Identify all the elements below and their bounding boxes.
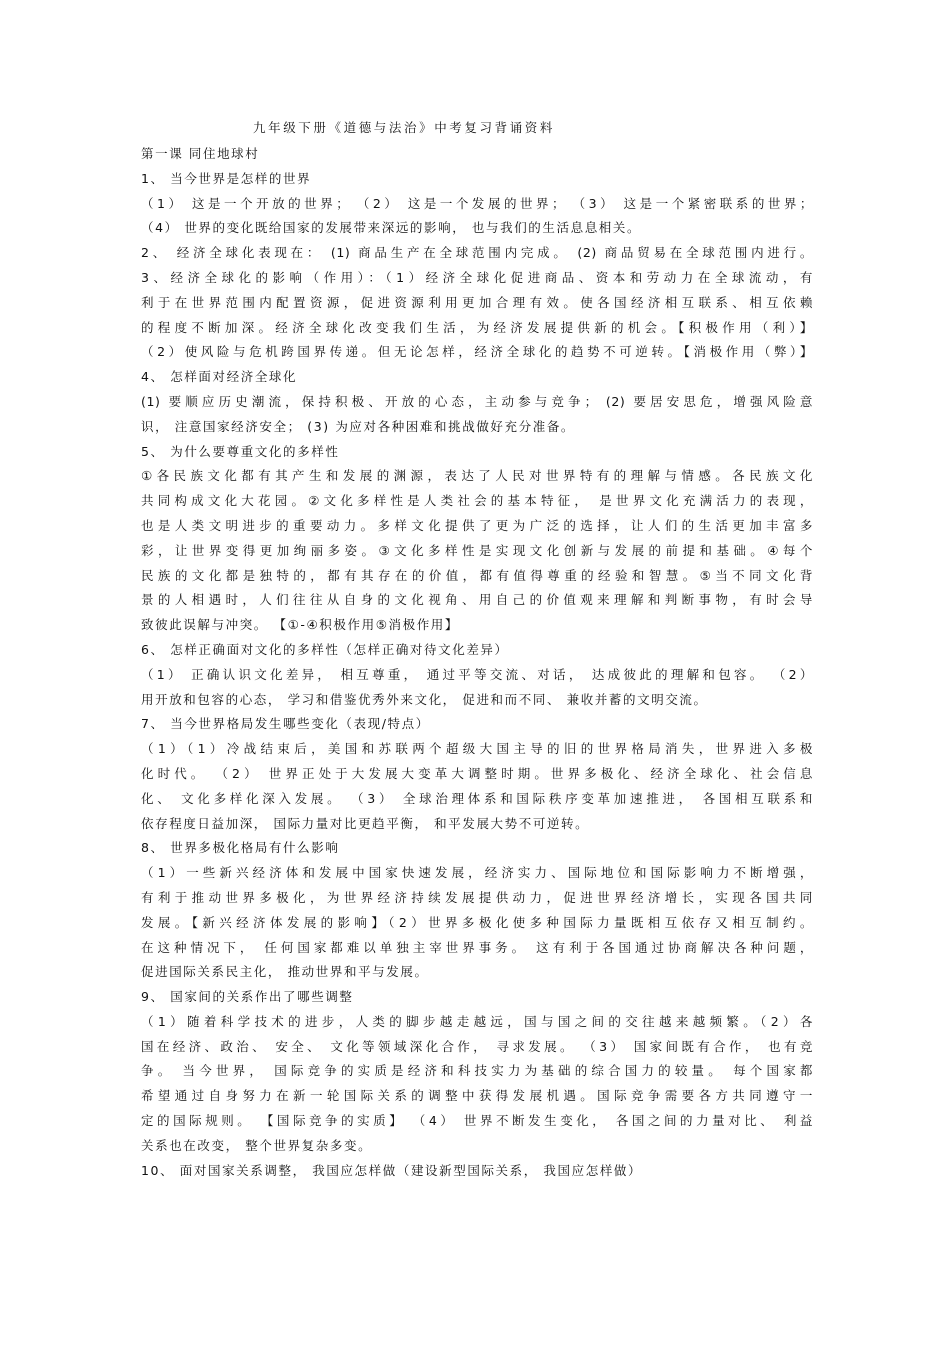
text-line: 希望通过自身努力在新一轮国际关系的调整中获得发展机遇。国际竞争需要各方共同遵守一 — [141, 1088, 813, 1104]
text-line: ①各民族文化都有其产生和发展的渊源，表达了人民对世界特有的理解与情感。各民族文化 — [141, 468, 813, 484]
text-line: （1）（1）冷战结束后，美国和苏联两个超级大国主导的旧的世界格局消失，世界进入多极 — [141, 741, 813, 757]
text-line: 4、 怎样面对经济全球化 — [141, 369, 298, 385]
text-line: 10、 面对国家关系调整， 我国应怎样做（建设新型国际关系， 我国应怎样做） — [141, 1162, 643, 1178]
text-line: 争。 当今世界， 国际竞争的实质是经济和科技实力为基础的综合国力的较量。 每个国家都 — [141, 1063, 813, 1079]
text-line: 7、 当今世界格局发生哪些变化（表现/特点） — [141, 716, 430, 732]
text-line: 利于在世界范围内配置资源，促进资源利用更加合理有效。使各国经济相互联系、相互依赖 — [141, 294, 813, 310]
text-line: 在这种情况下， 任何国家都难以单独主宰世界事务。 这有利于各国通过协商解决各种问题， — [141, 939, 813, 955]
text-line: 致彼此误解与冲突。 【①-④积极作用⑤消极作用】 — [141, 617, 460, 633]
text-line: 关系也在改变， 整个世界复杂多变。 — [141, 1137, 373, 1153]
text-line: 彩，让世界变得更加绚丽多姿。③文化多样性是实现文化创新与发展的前提和基础。④每个 — [141, 542, 813, 558]
text-line: （4） 世界的变化既给国家的发展带来深远的影响， 也与我们的生活息息相关。 — [141, 220, 642, 236]
text-line: 用开放和包容的心态， 学习和借鉴优秀外来文化， 促进和而不同、 兼收并蓄的文明交流。 — [141, 691, 708, 707]
text-line: 共同构成文化大花园。②文化多样性是人类社会的基本特征， 是世界文化充满活力的表现， — [141, 493, 813, 509]
text-line: 景的人相遇时，人们往往从自身的文化视角、用自己的价值观来理解和判断事物，有时会导 — [141, 592, 813, 608]
text-line: 2、 经济全球化表现在： (1) 商品生产在全球范围内完成。 (2) 商品贸易在全球范围内进行。 — [141, 245, 813, 261]
text-line: 化时代。 （2） 世界正处于大发展大变革大调整时期。世界多极化、经济全球化、社会信息 — [141, 765, 813, 781]
document-title: 九年级下册《道德与法治》中考复习背诵资料 — [253, 120, 556, 135]
text-line: 化、 文化多样化深入发展。 （3） 全球治理体系和国际秩序变革加速推进， 各国相互联系和 — [141, 790, 813, 806]
text-line: 有利于推动世界多极化，为世界经济持续发展提供动力，促进世界经济增长，实现各国共同 — [141, 889, 813, 905]
text-line: 定的国际规则。 【国际竞争的实质】 （4） 世界不断发生变化， 各国之间的力量对比、 利益 — [141, 1113, 813, 1129]
text-line: （1） 正确认识文化差异， 相互尊重， 通过平等交流、对话， 达成彼此的理解和包容。 （2） — [141, 666, 813, 682]
text-line: （1）一些新兴经济体和发展中国家快速发展，经济实力、国际地位和国际影响力不断增强， — [141, 865, 813, 881]
text-line: 发展。【新兴经济体发展的影响】（2）世界多极化使多种国际力量既相互依存又相互制约。 — [141, 914, 813, 930]
text-line: (1) 要顺应历史潮流，保持积极、开放的心态，主动参与竞争； (2) 要居安思危，增强风险意 — [141, 393, 813, 409]
text-line: （2）使风险与危机跨国界传递。但无论怎样，经济全球化的趋势不可逆转。【消极作用（弊）】 — [141, 344, 813, 360]
text-line: 6、 怎样正确面对文化的多样性（怎样正确对待文化差异） — [141, 641, 509, 657]
text-line: 9、 国家间的关系作出了哪些调整 — [141, 989, 354, 1005]
text-line: 国在经济、政治、 安全、 文化等领域深化合作， 寻求发展。 （3） 国家间既有合作， 也有竞 — [141, 1038, 813, 1054]
text-line: 识， 注意国家经济安全； (3) 为应对各种困难和挑战做好充分准备。 — [141, 418, 576, 434]
text-line: 依存程度日益加深， 国际力量对比更趋平衡， 和平发展大势不可逆转。 — [141, 815, 590, 831]
text-line: 8、 世界多极化格局有什么影响 — [141, 840, 340, 856]
text-line: 5、 为什么要尊重文化的多样性 — [141, 443, 340, 459]
text-line: 也是人类文明进步的重要动力。多样文化提供了更为广泛的选择，让人们的生活更加丰富多 — [141, 517, 813, 533]
text-line: 3、经济全球化的影响（作用）：（1）经济全球化促进商品、资本和劳动力在全球流动，有 — [141, 269, 813, 285]
text-line: 第一课 同住地球村 — [141, 146, 260, 161]
text-line: （1）随着科学技术的进步，人类的脚步越走越远，国与国之间的交往越来越频繁。（2）各 — [141, 1013, 813, 1029]
text-line: 促进国际关系民主化， 推动世界和平与发展。 — [141, 964, 429, 980]
text-line: 的程度不断加深。经济全球化改变我们生活，为经济发展提供新的机会。【积极作用（利）】 — [141, 319, 813, 335]
text-line: （1） 这是一个开放的世界； （2） 这是一个发展的世界； （3） 这是一个紧密联系的世界； — [141, 195, 813, 211]
document-body — [141, 142, 813, 1183]
text-line: 1、 当今世界是怎样的世界 — [141, 170, 312, 186]
text-line: 民族的文化都是独特的，都有其存在的价值，都有值得尊重的经验和智慧。⑤当不同文化背 — [141, 567, 813, 583]
